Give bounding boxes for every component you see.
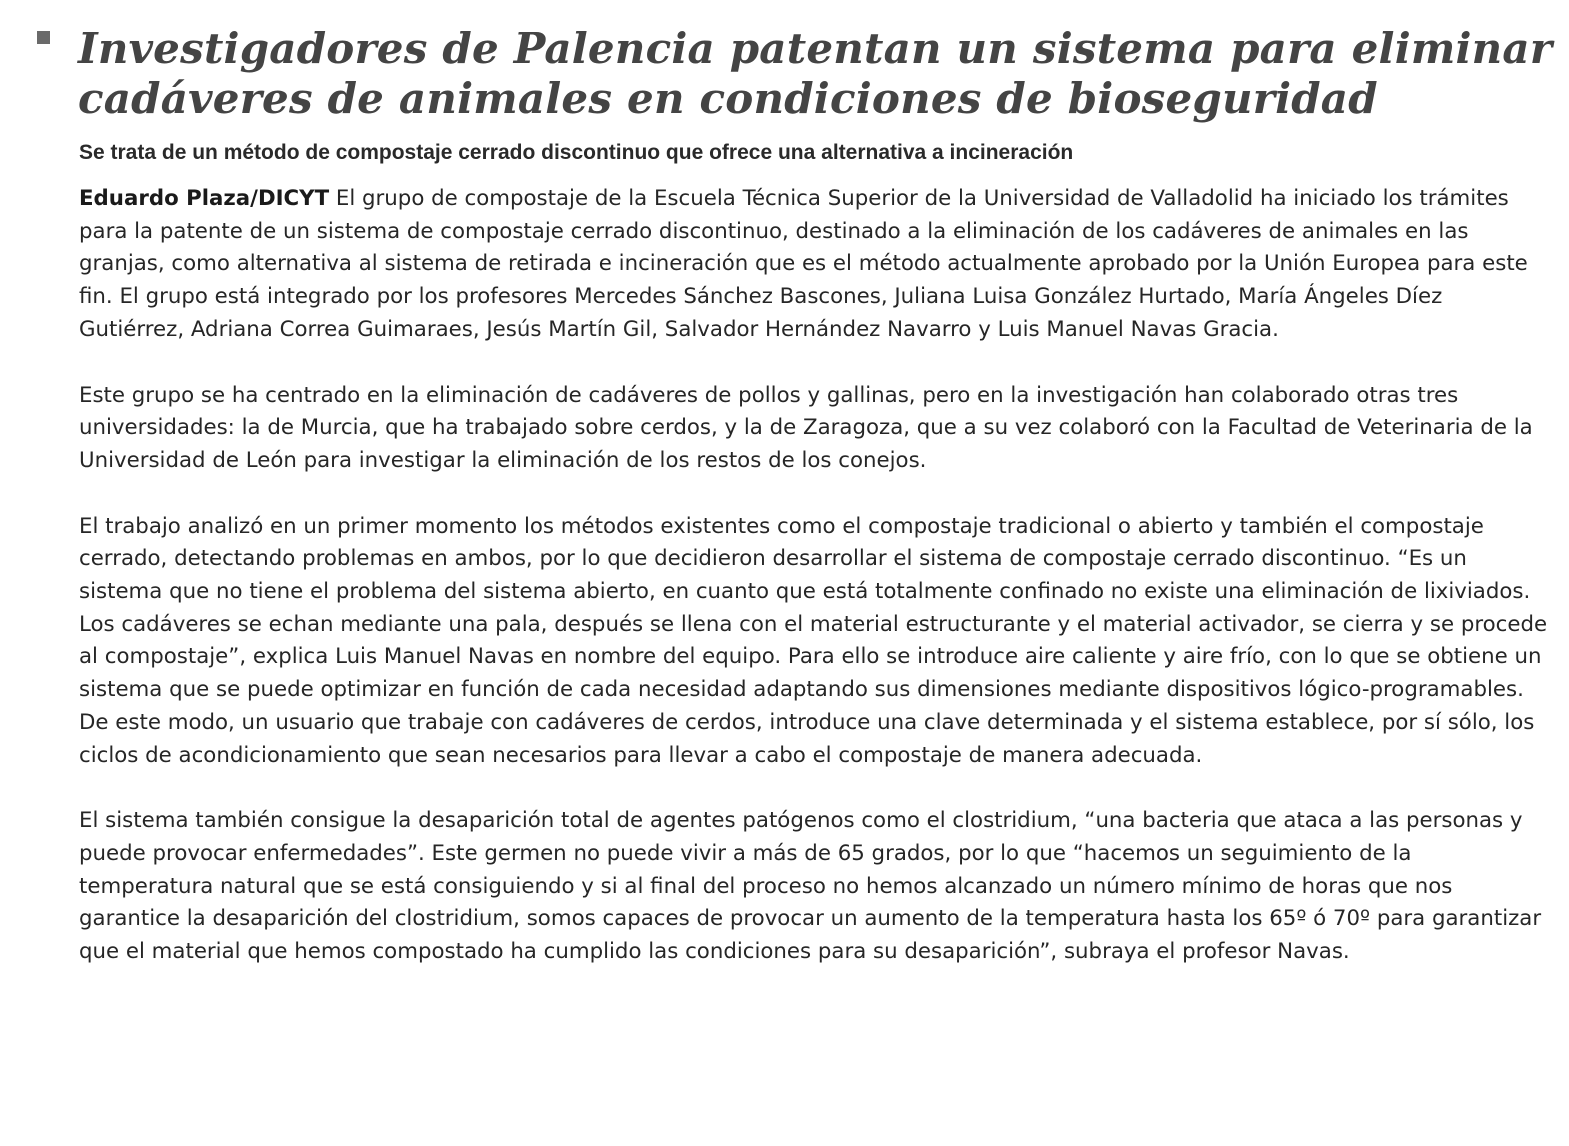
article-paragraph-1 xyxy=(79,183,1549,347)
article-byline: Eduardo Plaza/DICYT xyxy=(79,186,330,211)
article-paragraph-3: El trabajo analizó en un primer momento los métodos existentes como el compostaje tradicional o abierto y también el compostaje cerrado, detectando problemas en ambos, por lo que decidieron desarrollar el sistema de compostaje cerrado discontinuo. “Es un sistema que no tiene el problema del sistema abierto, en cuanto que está totalmente confinado no existe una eliminación de lixiviados. Los cadáveres se echan mediante una pala, después se llena con el material estructurante y el material activador, se cierra y se procede al compostaje”, explica Luis Manuel Navas en nombre del equipo. Para ello se introduce aire caliente y aire frío, con lo que se obtiene un sistema que se puede optimizar en función de cada necesidad adaptando sus dimensiones mediante dispositivos lógico-programables. De este modo, un usuario que trabaje con cadáveres de cerdos, introduce una clave determinada y el sistema establece, por sí sólo, los ciclos de acondicionamiento que sean necesarios para llevar a cabo el compostaje de manera adecuada. xyxy=(79,513,1548,768)
bullet-square-icon xyxy=(37,31,50,44)
article-subtitle: Se trata de un método de compostaje cerrado discontinuo que ofrece una alternativa a incineración xyxy=(79,141,1074,164)
article-body xyxy=(79,183,1549,1002)
article-paragraph-2: Este grupo se ha centrado en la eliminación de cadáveres de pollos y gallinas, pero en la investigación han colaborado otras tres universidades: la de Murcia, que ha trabajado sobre cerdos, y la de Zaragoza, que a su vez colaboró con la Facultad de Veterinaria de la Universidad de León para investigar la eliminación de los restos de los conejos. xyxy=(79,382,1533,473)
article-paragraph-1-text: El grupo de compostaje de la Escuela Técnica Superior de la Universidad de Valladolid ha iniciado los trámites para la patente de un sistema de compostaje cerrado discontinuo, destinado a la eliminación de los cadáveres de animales en las granjas, como alternativa al sistema de retirada e incineración que es el método actualmente aprobado por la Unión Europea para este fin. El grupo está integrado por los profesores Mercedes Sánchez Bascones, Juliana Luisa González Hurtado, María Ángeles Díez Gutiérrez, Adriana Correa Guimaraes, Jesús Martín Gil, Salvador Hernández Navarro y Luis Manuel Navas Gracia. xyxy=(79,186,1528,342)
article-paragraph-4: El sistema también consigue la desaparición total de agentes patógenos como el clostridium, “una bacteria que ataca a las personas y puede provocar enfermedades”. Este germen no puede vivir a más de 65 grados, por lo que “hacemos un seguimiento de la temperatura natural que se está consiguiendo y si al final del proceso no hemos alcanzado un número mínimo de horas que nos garantice la desaparición del clostridium, somos capaces de provocar un aumento de la temperatura hasta los 65º ó 70º para garantizar que el material que hemos compostado ha cumplido las condiciones para su desaparición”, subraya el profesor Navas. xyxy=(79,808,1542,965)
article-headline: Investigadores de Palencia patentan un sistema para eliminar cadáveres de animales en condiciones de bioseguridad xyxy=(78,24,1553,123)
